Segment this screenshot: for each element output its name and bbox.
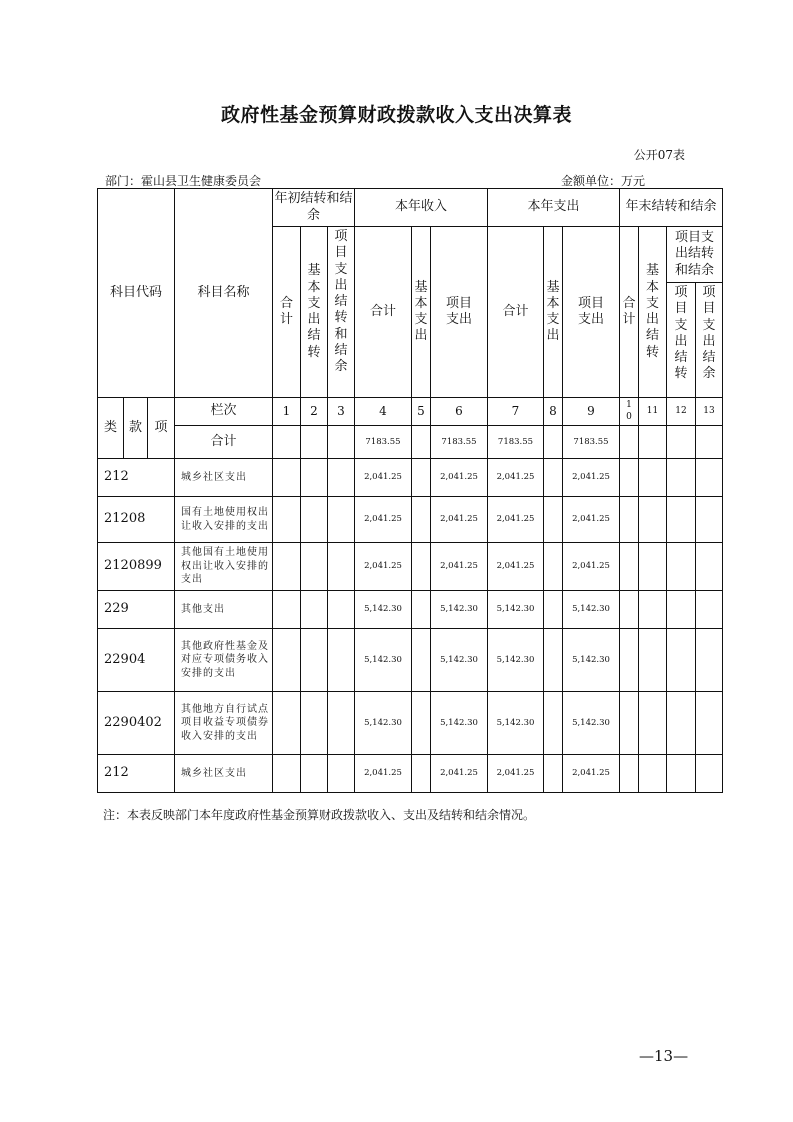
cell-empty	[696, 591, 723, 629]
cell-empty	[620, 543, 639, 591]
cell-empty	[620, 497, 639, 543]
column-number-row	[98, 398, 723, 426]
cell-empty	[273, 755, 301, 793]
cell-empty	[544, 497, 563, 543]
row-income-total: 2,041.25	[355, 755, 412, 793]
row-expense-project: 5,142.30	[563, 629, 620, 692]
row-name: 城乡社区支出	[175, 755, 273, 793]
header-income-basic: 基本支出	[412, 227, 431, 398]
cell-empty	[544, 426, 563, 459]
row-code: 212	[98, 459, 175, 497]
cell-empty	[412, 459, 431, 497]
row-income-project: 2,041.25	[431, 497, 488, 543]
row-expense-project: 2,041.25	[563, 755, 620, 793]
row-expense-total: 2,041.25	[488, 543, 544, 591]
cell-empty	[639, 497, 667, 543]
row-name: 其他国有土地使用权出让收入安排的支出	[175, 543, 273, 591]
cell-empty	[412, 543, 431, 591]
row-income-project: 2,041.25	[431, 543, 488, 591]
header-lei: 类	[98, 398, 124, 459]
row-name: 国有土地使用权出让收入安排的支出	[175, 497, 273, 543]
row-name: 其他支出	[175, 591, 273, 629]
budget-table	[97, 188, 723, 793]
cell-empty	[301, 459, 328, 497]
footnote: 注：本表反映部门本年度政府性基金预算财政拨款收入、支出及结转和结余情况。	[103, 808, 536, 822]
cell-empty	[667, 692, 696, 755]
row-name: 其他地方自行试点项目收益专项债券收入安排的支出	[175, 692, 273, 755]
cell-empty	[696, 543, 723, 591]
column-number: 7	[488, 398, 544, 426]
cell-empty	[544, 629, 563, 692]
cell-empty	[639, 629, 667, 692]
total-income-total: 7183.55	[355, 426, 412, 459]
row-code: 229	[98, 591, 175, 629]
cell-empty	[412, 629, 431, 692]
header-income-project: 项目支出	[431, 227, 488, 398]
table-row	[98, 755, 723, 793]
row-income-project: 2,041.25	[431, 459, 488, 497]
cell-empty	[273, 692, 301, 755]
header-end-group: 年末结转和结余	[620, 189, 723, 227]
header-expense-total: 合计	[488, 227, 544, 398]
cell-empty	[667, 543, 696, 591]
cell-empty	[639, 755, 667, 793]
cell-empty	[620, 629, 639, 692]
cell-empty	[696, 692, 723, 755]
cell-empty	[620, 692, 639, 755]
header-expense-project: 项目支出	[563, 227, 620, 398]
cell-empty	[667, 755, 696, 793]
column-number: 10	[620, 398, 639, 426]
row-income-project: 2,041.25	[431, 755, 488, 793]
cell-empty	[620, 426, 639, 459]
cell-empty	[667, 591, 696, 629]
row-income-total: 2,041.25	[355, 459, 412, 497]
total-row	[98, 426, 723, 459]
cell-empty	[301, 692, 328, 755]
cell-empty	[667, 459, 696, 497]
cell-empty	[273, 543, 301, 591]
cell-empty	[620, 459, 639, 497]
cell-empty	[328, 629, 355, 692]
row-expense-project: 2,041.25	[563, 497, 620, 543]
row-expense-total: 2,041.25	[488, 497, 544, 543]
column-number: 3	[328, 398, 355, 426]
header-income-total: 合计	[355, 227, 412, 398]
cell-empty	[639, 426, 667, 459]
cell-empty	[639, 692, 667, 755]
cell-empty	[328, 426, 355, 459]
row-code: 2120899	[98, 543, 175, 591]
column-number: 12	[667, 398, 696, 426]
total-expense-total: 7183.55	[488, 426, 544, 459]
column-number: 13	[696, 398, 723, 426]
table-row	[98, 692, 723, 755]
column-number: 2	[301, 398, 328, 426]
header-income-group: 本年收入	[355, 189, 488, 227]
cell-empty	[301, 426, 328, 459]
header-expense-group: 本年支出	[488, 189, 620, 227]
table-number: 公开07表	[633, 148, 685, 162]
total-label: 合计	[175, 426, 273, 459]
row-income-total: 5,142.30	[355, 629, 412, 692]
row-code: 21208	[98, 497, 175, 543]
header-begin-project: 项目支出结转和结余	[328, 227, 355, 398]
cell-empty	[328, 459, 355, 497]
column-number: 5	[412, 398, 431, 426]
cell-empty	[544, 692, 563, 755]
column-label: 栏次	[175, 398, 273, 426]
cell-empty	[301, 591, 328, 629]
table-row	[98, 629, 723, 692]
column-number: 9	[563, 398, 620, 426]
department-label: 部门：霍山县卫生健康委员会	[105, 174, 262, 188]
cell-empty	[328, 755, 355, 793]
cell-empty	[620, 591, 639, 629]
cell-empty	[412, 591, 431, 629]
cell-empty	[301, 543, 328, 591]
cell-empty	[696, 629, 723, 692]
table-row	[98, 497, 723, 543]
cell-empty	[639, 459, 667, 497]
cell-empty	[544, 591, 563, 629]
header-begin-total: 合计	[273, 227, 301, 398]
cell-empty	[412, 497, 431, 543]
row-expense-total: 5,142.30	[488, 692, 544, 755]
cell-empty	[544, 459, 563, 497]
column-number: 8	[544, 398, 563, 426]
page-number: —13—	[639, 1047, 689, 1065]
row-expense-project: 2,041.25	[563, 459, 620, 497]
cell-empty	[328, 497, 355, 543]
cell-empty	[412, 692, 431, 755]
cell-empty	[273, 629, 301, 692]
cell-empty	[639, 591, 667, 629]
row-code: 2290402	[98, 692, 175, 755]
column-number: 4	[355, 398, 412, 426]
row-income-project: 5,142.30	[431, 692, 488, 755]
header-code: 科目代码	[98, 189, 175, 398]
row-income-total: 5,142.30	[355, 692, 412, 755]
row-income-total: 2,041.25	[355, 543, 412, 591]
cell-empty	[639, 543, 667, 591]
row-expense-total: 5,142.30	[488, 629, 544, 692]
row-name: 城乡社区支出	[175, 459, 273, 497]
cell-empty	[301, 629, 328, 692]
header-end-total: 合计	[620, 227, 639, 398]
cell-empty	[667, 426, 696, 459]
cell-empty	[273, 459, 301, 497]
cell-empty	[412, 755, 431, 793]
header-end-project-surplus: 项目支出结余	[696, 283, 723, 398]
row-name: 其他政府性基金及对应专项债务收入安排的支出	[175, 629, 273, 692]
row-code: 22904	[98, 629, 175, 692]
cell-empty	[696, 755, 723, 793]
row-expense-project: 5,142.30	[563, 692, 620, 755]
cell-empty	[544, 755, 563, 793]
row-expense-project: 5,142.30	[563, 591, 620, 629]
cell-empty	[544, 543, 563, 591]
page-title: 政府性基金预算财政拨款收入支出决算表	[220, 104, 572, 126]
column-number: 6	[431, 398, 488, 426]
cell-empty	[273, 426, 301, 459]
total-income-project: 7183.55	[431, 426, 488, 459]
cell-empty	[696, 459, 723, 497]
cell-empty	[412, 426, 431, 459]
cell-empty	[273, 497, 301, 543]
row-income-total: 5,142.30	[355, 591, 412, 629]
row-income-total: 2,041.25	[355, 497, 412, 543]
header-end-project-carry: 项目支出结转	[667, 283, 696, 398]
column-number: 11	[639, 398, 667, 426]
header-end-basic: 基本支出结转	[639, 227, 667, 398]
row-code: 212	[98, 755, 175, 793]
cell-empty	[301, 755, 328, 793]
row-expense-total: 5,142.30	[488, 591, 544, 629]
row-income-project: 5,142.30	[431, 591, 488, 629]
cell-empty	[328, 591, 355, 629]
cell-empty	[667, 497, 696, 543]
table-row	[98, 543, 723, 591]
total-expense-project: 7183.55	[563, 426, 620, 459]
cell-empty	[667, 629, 696, 692]
header-row-1	[98, 189, 723, 227]
column-number: 1	[273, 398, 301, 426]
header-expense-basic: 基本支出	[544, 227, 563, 398]
row-expense-total: 2,041.25	[488, 755, 544, 793]
header-begin-group: 年初结转和结余	[273, 189, 355, 227]
cell-empty	[328, 543, 355, 591]
row-expense-project: 2,041.25	[563, 543, 620, 591]
amount-unit-label: 金额单位：万元	[561, 174, 646, 188]
header-xiang: 项	[148, 398, 175, 459]
row-expense-total: 2,041.25	[488, 459, 544, 497]
header-name: 科目名称	[175, 189, 273, 398]
cell-empty	[696, 497, 723, 543]
cell-empty	[328, 692, 355, 755]
cell-empty	[273, 591, 301, 629]
cell-empty	[620, 755, 639, 793]
header-kuan: 款	[124, 398, 148, 459]
table-row	[98, 591, 723, 629]
table-row	[98, 459, 723, 497]
header-end-project-group: 项目支出结转和结余	[667, 227, 723, 283]
cell-empty	[696, 426, 723, 459]
header-begin-basic: 基本支出结转	[301, 227, 328, 398]
row-income-project: 5,142.30	[431, 629, 488, 692]
cell-empty	[301, 497, 328, 543]
